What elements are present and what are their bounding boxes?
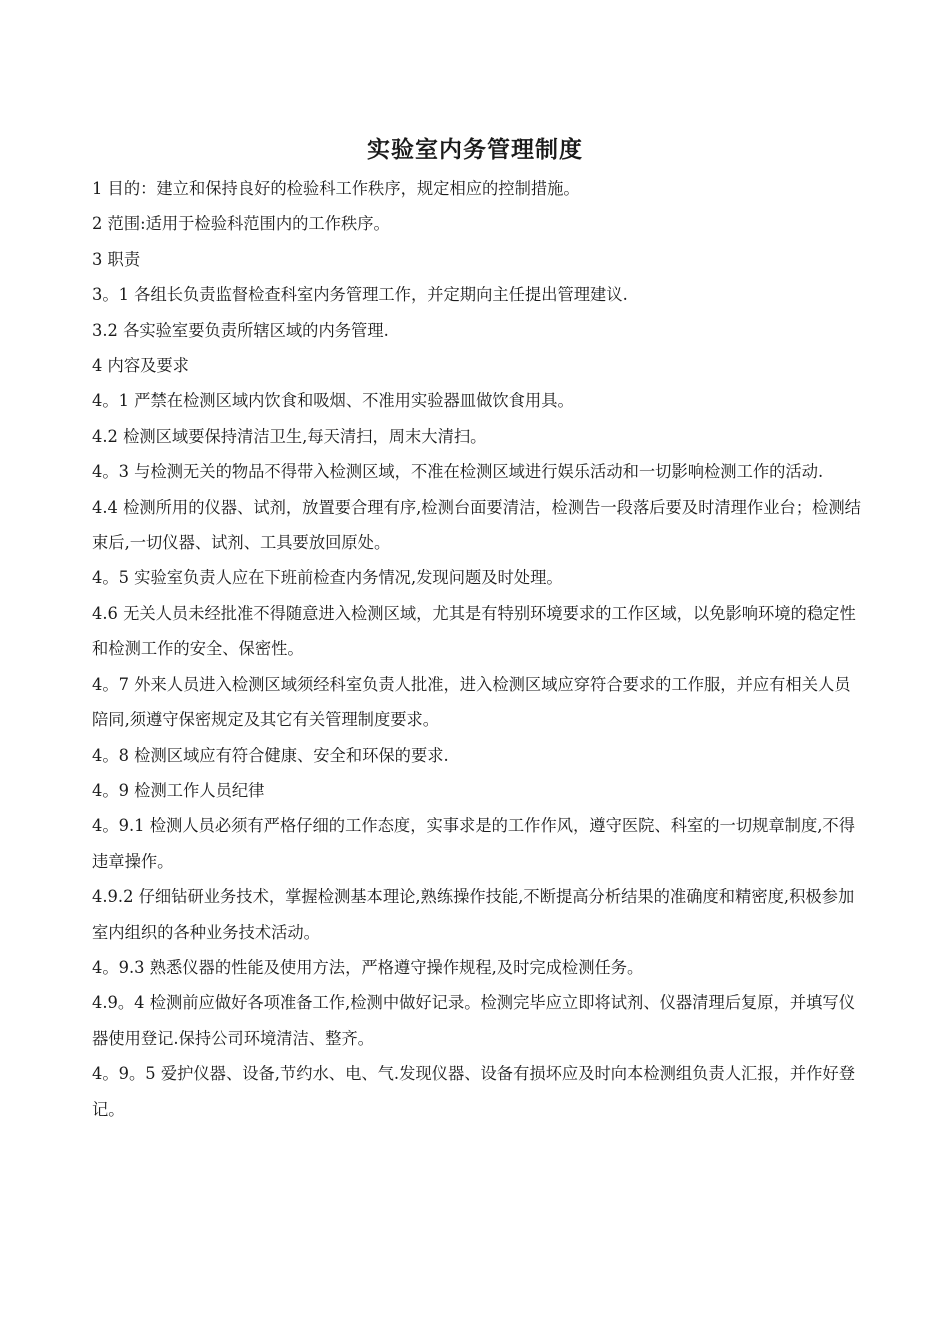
paragraph-3-2: 3.2 各实验室要负责所辖区域的内务管理. — [92, 320, 389, 340]
paragraph-4-1: 4。1 严禁在检测区域内饮食和吸烟、不准用实验器皿做饮食用具。 — [92, 391, 574, 411]
paragraph-4-9-4: 4.9。4 检测前应做好各项准备工作,检测中做好记录。检测完毕应立即将试剂、仪器清理后复原，并填写仪器使用登记.保持公司环境清洁、整齐。 — [92, 993, 855, 1048]
paragraph-scope: 2 范围:适用于检验科范围内的工作秩序。 — [92, 214, 390, 234]
page-title: 实验室内务管理制度 — [367, 137, 583, 163]
paragraph-4-4: 4.4 检测所用的仪器、试剂，放置要合理有序,检测台面要清洁，检测告一段落后要及时清理作业台；检测结束后,一切仪器、试剂、工具要放回原处。 — [92, 497, 861, 553]
section-heading-4-9: 4。9 检测工作人员纪律 — [92, 780, 265, 800]
paragraph-4-8: 4。8 检测区域应有符合健康、安全和环保的要求. — [92, 745, 449, 765]
section-heading-content: 4 内容及要求 — [92, 356, 189, 376]
section-heading-responsibilities: 3 职责 — [92, 249, 141, 269]
paragraph-purpose: 1 目的：建立和保持良好的检验科工作秩序，规定相应的控制措施。 — [92, 179, 580, 198]
paragraph-3-1: 3。1 各组长负责监督检查科室内务管理工作，并定期向主任提出管理建议. — [92, 285, 628, 305]
paragraph-4-9-1: 4。9.1 检测人员必须有严格仔细的工作态度，实事求是的工作作风，遵守医院、科室的一切规章制度,不得违章操作。 — [92, 816, 855, 871]
paragraph-4-9-2: 4.9.2 仔细钻研业务技术，掌握检测基本理论,熟练操作技能,不断提高分析结果的准确度和精密度,积极参加室内组织的各种业务技术活动。 — [92, 887, 855, 942]
paragraph-4-5: 4。5 实验室负责人应在下班前检查内务情况,发现问题及时处理。 — [92, 568, 563, 588]
paragraph-4-3: 4。3 与检测无关的物品不得带入检测区域，不准在检测区域进行娱乐活动和一切影响检测工作的活动. — [92, 462, 824, 482]
paragraph-4-6: 4.6 无关人员未经批准不得随意进入检测区域，尤其是有特别环境要求的工作区域，以免影响环境的稳定性和检测工作的安全、保密性。 — [92, 603, 856, 659]
document-body — [92, 171, 862, 1127]
paragraph-4-9-3: 4。9.3 熟悉仪器的性能及使用方法，严格遵守操作规程,及时完成检测任务。 — [92, 957, 644, 977]
paragraph-4-7: 4。7 外来人员进入检测区域须经科室负责人批准，进入检测区域应穿符合要求的工作服，并应有相关人员陪同,须遵守保密规定及其它有关管理制度要求。 — [92, 674, 851, 730]
paragraph-4-9-5: 4。9。5 爱护仪器、设备,节约水、电、气.发现仪器、设备有损坏应及时向本检测组负责人汇报，并作好登记。 — [92, 1064, 855, 1119]
paragraph-4-2: 4.2 检测区域要保持清洁卫生,每天清扫，周末大清扫。 — [92, 426, 487, 446]
